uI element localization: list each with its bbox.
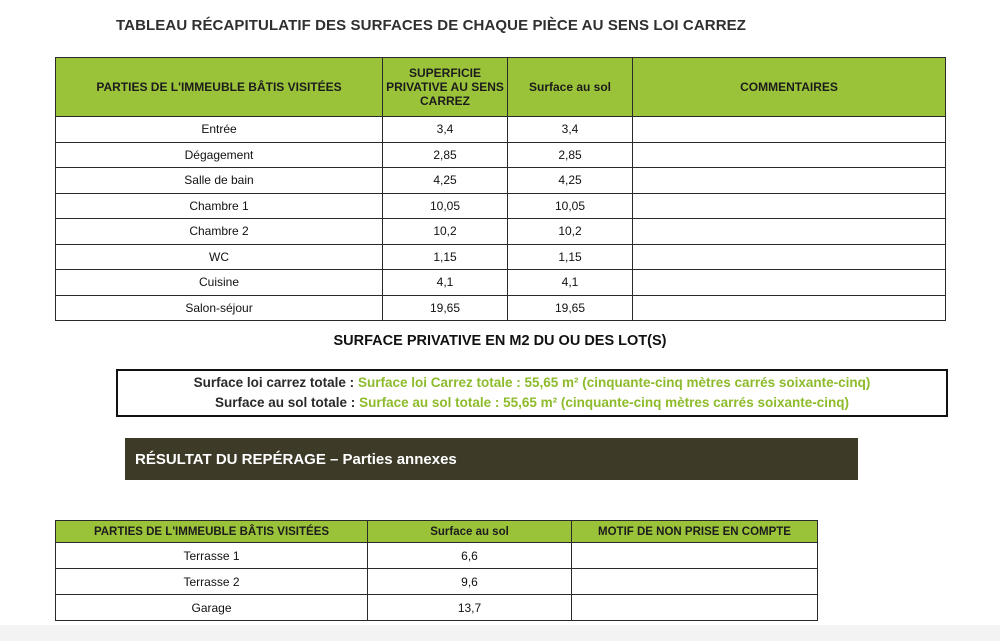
floor-surface: 2,85 <box>508 142 633 168</box>
carrez-surface: 10,2 <box>383 219 508 245</box>
comment-cell <box>633 142 946 168</box>
motif-cell <box>572 569 818 595</box>
table-row <box>56 142 946 168</box>
header-surface-sol: Surface au sol <box>508 58 633 117</box>
comment-cell <box>633 244 946 270</box>
comment-cell <box>633 168 946 194</box>
sol-total-label: Surface au sol totale : <box>215 395 360 410</box>
room-name: Chambre 2 <box>56 219 383 245</box>
comment-cell <box>633 219 946 245</box>
carrez-surface: 19,65 <box>383 295 508 321</box>
header-superficie-carrez: SUPERFICIE PRIVATIVE AU SENS CARREZ <box>383 58 508 117</box>
table-row <box>56 168 946 194</box>
room-name: Entrée <box>56 117 383 143</box>
comment-cell <box>633 117 946 143</box>
table-row <box>56 595 818 621</box>
header-motif: MOTIF DE NON PRISE EN COMPTE <box>572 521 818 543</box>
room-name: WC <box>56 244 383 270</box>
section-subtitle: SURFACE PRIVATIVE EN M2 DU OU DES LOT(S) <box>333 333 667 349</box>
comment-cell <box>633 270 946 296</box>
annexes-table <box>55 520 818 621</box>
totals-box <box>116 369 948 417</box>
table-row <box>56 244 946 270</box>
carrez-surface: 3,4 <box>383 117 508 143</box>
carrez-surface: 4,1 <box>383 270 508 296</box>
table-row <box>56 295 946 321</box>
floor-surface: 10,2 <box>508 219 633 245</box>
room-name: Salon-séjour <box>56 295 383 321</box>
room-name: Salle de bain <box>56 168 383 194</box>
carrez-surface: 4,25 <box>383 168 508 194</box>
table-row <box>56 569 818 595</box>
annex-name: Terrasse 1 <box>56 543 368 569</box>
section-banner: RÉSULTAT DU REPÉRAGE – Parties annexes <box>125 438 858 480</box>
table-row <box>56 193 946 219</box>
table-row <box>56 543 818 569</box>
floor-surface: 10,05 <box>508 193 633 219</box>
header-parties: PARTIES DE L'IMMEUBLE BÂTIS VISITÉES <box>56 58 383 117</box>
comment-cell <box>633 193 946 219</box>
header-parties: PARTIES DE L'IMMEUBLE BÂTIS VISITÉES <box>56 521 368 543</box>
floor-surface: 4,25 <box>508 168 633 194</box>
table-row <box>56 117 946 143</box>
sol-total-line <box>215 393 849 413</box>
floor-surface: 1,15 <box>508 244 633 270</box>
room-name: Dégagement <box>56 142 383 168</box>
table-header-row <box>56 58 946 117</box>
page-title: TABLEAU RÉCAPITULATIF DES SURFACES DE CHAQUE PIÈCE AU SENS LOI CARREZ <box>116 17 746 34</box>
motif-cell <box>572 543 818 569</box>
carrez-total-label: Surface loi carrez totale : <box>193 375 358 390</box>
carrez-total-value: Surface loi Carrez totale : 55,65 m² (cinquante-cinq mètres carrés soixante-cinq) <box>357 375 871 390</box>
carrez-table <box>55 57 946 321</box>
carrez-surface: 2,85 <box>383 142 508 168</box>
sol-total-value: Surface au sol totale : 55,65 m² (cinquante-cinq mètres carrés soixante-cinq) <box>359 395 849 410</box>
floor-surface: 9,6 <box>368 569 572 595</box>
floor-surface: 3,4 <box>508 117 633 143</box>
page-bottom-edge <box>0 625 1000 641</box>
header-commentaires: COMMENTAIRES <box>633 58 946 117</box>
annex-name: Garage <box>56 595 368 621</box>
annex-name: Terrasse 2 <box>56 569 368 595</box>
table-row <box>56 219 946 245</box>
header-surface-sol: Surface au sol <box>368 521 572 543</box>
floor-surface: 4,1 <box>508 270 633 296</box>
floor-surface: 19,65 <box>508 295 633 321</box>
table-header-row <box>56 521 818 543</box>
room-name: Chambre 1 <box>56 193 383 219</box>
carrez-surface: 10,05 <box>383 193 508 219</box>
comment-cell <box>633 295 946 321</box>
table-row <box>56 270 946 296</box>
floor-surface: 6,6 <box>368 543 572 569</box>
carrez-surface: 1,15 <box>383 244 508 270</box>
room-name: Cuisine <box>56 270 383 296</box>
carrez-total-line <box>194 373 871 393</box>
motif-cell <box>572 595 818 621</box>
floor-surface: 13,7 <box>368 595 572 621</box>
